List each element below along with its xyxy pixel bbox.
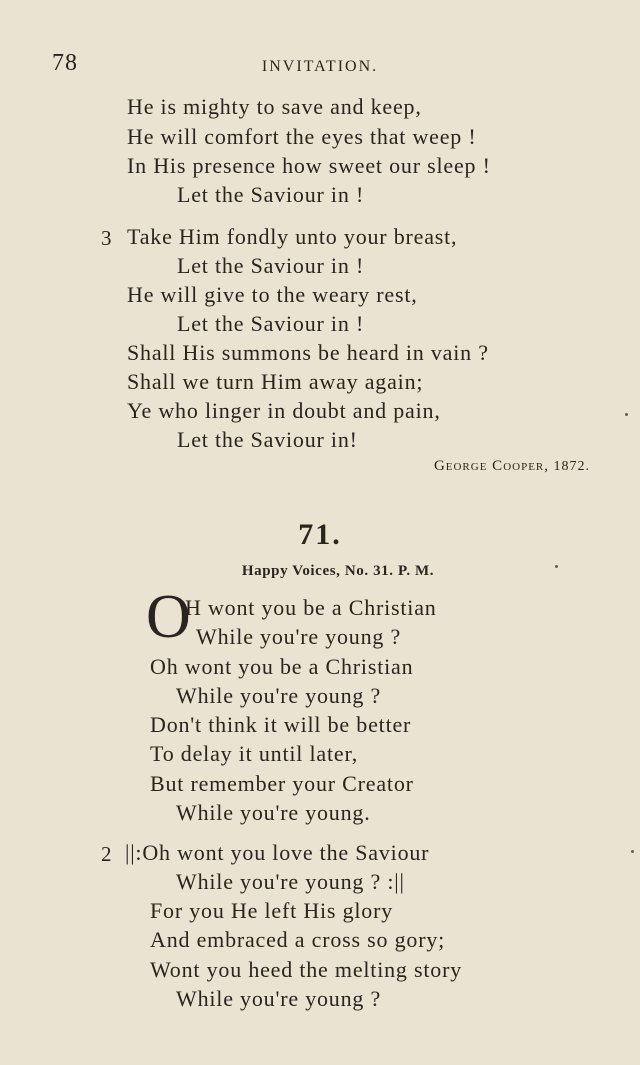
refrain-line: While you're young ? <box>196 624 402 649</box>
refrain-line: While you're young ? :|| <box>176 869 405 894</box>
refrain-line: Let the Saviour in ! <box>177 311 365 336</box>
refrain-line: Let the Saviour in! <box>177 427 358 452</box>
refrain-line: Let the Saviour in ! <box>177 182 365 207</box>
author-attribution <box>434 458 590 475</box>
refrain-line: Let the Saviour in ! <box>177 253 365 278</box>
tune-name: Happy Voices, No. 31. P. M. <box>241 563 435 579</box>
paper-speck <box>555 565 558 568</box>
running-head: INVITATION. <box>261 58 379 75</box>
verse-line: Shall His summons be heard in vain ? <box>127 340 489 365</box>
verse-number: 2 <box>101 842 112 866</box>
verse-line: H wont you be a Christian <box>185 595 437 620</box>
refrain-line: While you're young ? <box>176 986 382 1011</box>
refrain-line: While you're young ? <box>176 683 382 708</box>
verse-line: Shall we turn Him away again; <box>127 369 424 394</box>
verse-line: For you He left His glory <box>150 898 394 923</box>
drop-cap: O <box>146 583 191 651</box>
verse-line: ||:Oh wont you love the Saviour <box>125 840 430 865</box>
refrain-line: While you're young. <box>176 800 371 825</box>
author-name: George Cooper, <box>433 458 549 474</box>
page-number: 78 <box>52 50 78 76</box>
verse-line: Ye who linger in doubt and pain, <box>127 398 441 423</box>
verse-line: He is mighty to save and keep, <box>127 94 422 119</box>
verse-line: But remember your Creator <box>150 771 414 796</box>
verse-line: In His presence how sweet our sleep ! <box>127 153 491 178</box>
verse-line: Wont you heed the melting story <box>150 957 463 982</box>
verse-line: He will give to the weary rest, <box>127 282 418 307</box>
verse-line: To delay it until later, <box>150 741 359 766</box>
verse-line: And embraced a cross so gory; <box>150 927 446 952</box>
verse-line: Don't think it will be better <box>150 712 412 737</box>
verse-number: 3 <box>101 226 112 250</box>
verse-line: He will comfort the eyes that weep ! <box>127 124 477 149</box>
verse-line: Oh wont you be a Christian <box>150 654 414 679</box>
author-year: 1872. <box>553 459 590 474</box>
paper-speck <box>625 413 628 416</box>
verse-line: Take Him fondly unto your breast, <box>127 224 458 249</box>
paper-speck <box>631 850 634 853</box>
hymn-number: 71. <box>298 518 342 551</box>
